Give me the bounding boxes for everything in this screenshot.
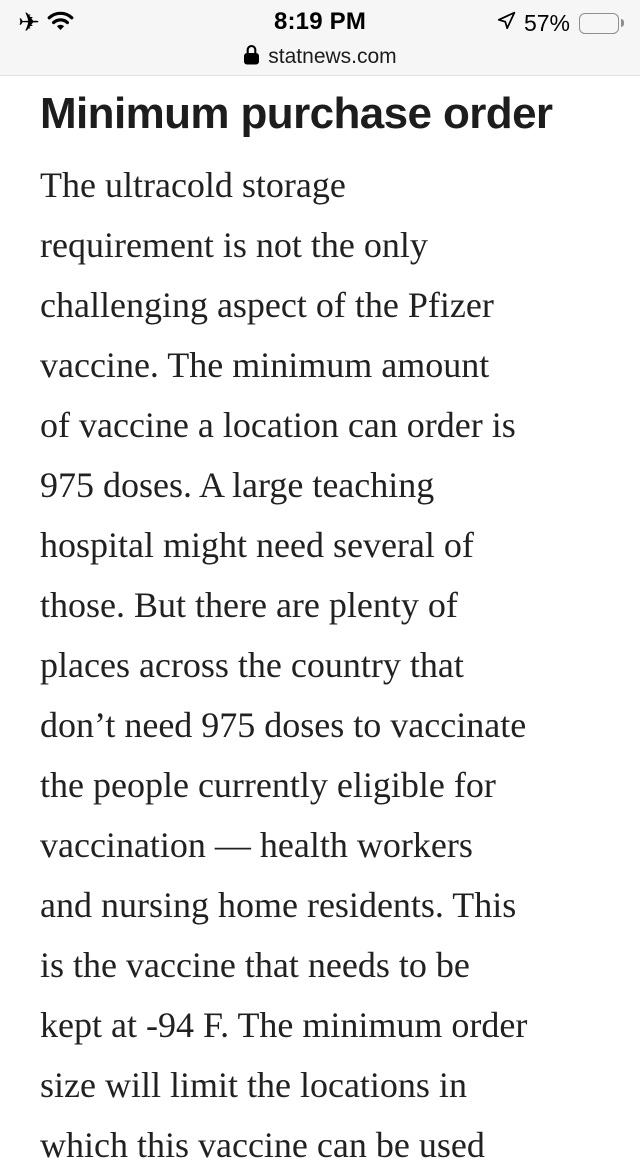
paragraph-line: places across the country that: [40, 645, 464, 685]
location-services-icon: [496, 10, 517, 36]
article: [0, 89, 640, 1175]
status-time: 8:19 PM: [273, 8, 367, 35]
wifi-icon: [47, 11, 74, 36]
url-domain: statnews.com: [268, 44, 397, 68]
battery-icon: [579, 13, 619, 34]
paragraph-line: kept at -94 F. The minimum order: [40, 1005, 528, 1045]
status-bar: [0, 0, 640, 40]
paragraph-line: don’t need 975 doses to vaccinate: [40, 705, 527, 745]
lock-icon: [243, 44, 260, 70]
paragraph-line: vaccine. The minimum amount: [40, 345, 490, 385]
paragraph-line: requirement is not the only: [40, 225, 428, 265]
airplane-mode-icon: ✈: [18, 8, 40, 38]
article-paragraph: [40, 155, 600, 1175]
paragraph-line: size will limit the locations in: [40, 1065, 467, 1105]
paragraph-line: those. But there are plenty of: [40, 585, 458, 625]
url-bar[interactable]: [0, 40, 640, 73]
paragraph-line: of vaccine a location can order is: [40, 405, 516, 445]
paragraph-line: vaccination — health workers: [40, 825, 473, 865]
paragraph-line: and nursing home residents. This: [40, 885, 517, 925]
article-heading: Minimum purchase order: [40, 89, 553, 138]
battery-nub: [621, 19, 624, 27]
paragraph-line: is the vaccine that needs to be: [40, 945, 470, 985]
paragraph-line: 975 doses. A large teaching: [40, 465, 435, 505]
paragraph-line: The ultracold storage: [40, 165, 346, 205]
safari-top-chrome: [0, 0, 640, 76]
paragraph-line: the people currently eligible for: [40, 765, 496, 805]
paragraph-line: hospital might need several of: [40, 525, 474, 565]
battery-percent-label: 57%: [523, 9, 570, 36]
status-left-icons: [18, 10, 74, 36]
paragraph-line: which this vaccine can be used: [40, 1125, 485, 1165]
paragraph-line: challenging aspect of the Pfizer: [40, 285, 494, 325]
status-right-icons: [496, 10, 624, 37]
